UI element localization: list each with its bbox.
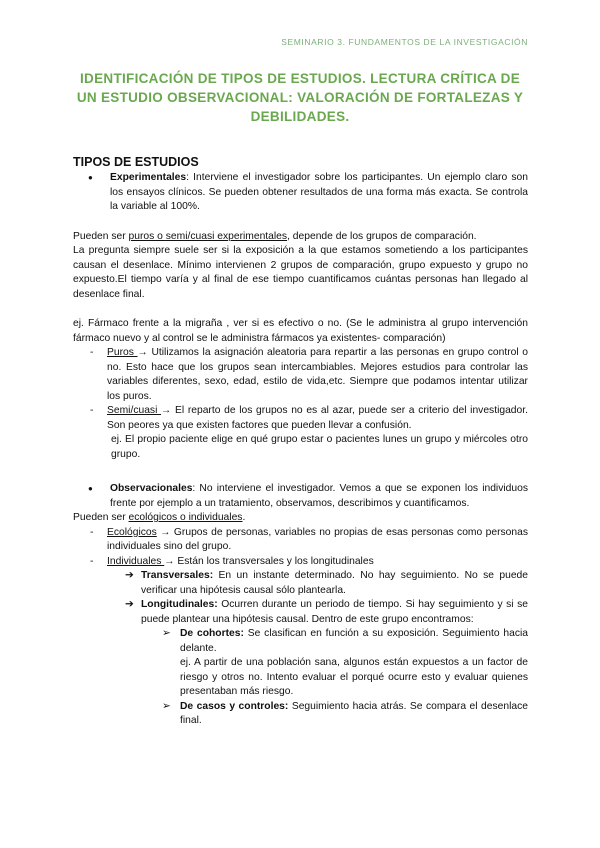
paragraph-puros-intro: Pueden ser puros o semi/cuasi experimentales, depende de los grupos de comparación. — [73, 230, 477, 242]
underlined-phrase: ecológicos o individuales — [128, 512, 243, 523]
list-item-transversales: ➔ Transversales: En un instante determinado. No hay seguimiento. No se puede verificar una hipótesis causal sólo plantearla. — [125, 569, 528, 598]
term-puros: Puros — [107, 347, 138, 358]
list-item-longitudinales: ➔ Longitudinales: Ocurren durante un periodo de tiempo. Si hay seguimiento y si se puede plantear una hipótesis causal. Dentro de este grupo encontramos: — [125, 598, 528, 627]
list-item-ecologicos: - Ecológicos → Grupos de personas, variables no propias de esas personas como personas individuales sino del grupo. — [90, 526, 528, 555]
paragraph-ejemplo: ej. Fármaco frente a la migraña , ver si es efectivo o no. (Se le administra al grupo intervención fármaco nuevo y al control se le administra fármacos ya existentes- comparación) — [73, 318, 528, 344]
list-item-casos-controles: ➢ De casos y controles: Seguimiento hacia atrás. Se compara el desenlace final. — [162, 700, 528, 729]
term-individuales: Individuales — [107, 555, 165, 567]
term-casos-controles: De casos y controles: — [180, 700, 289, 712]
list-item-puros: - Puros → Utilizamos la asignación aleatoria para repartir a las personas en grupo control o no. Esto hace que los grupos sean intercambiables. Mejores estudios para controlar las variables diferentes, sexo, edad, estilo de vida,etc. Siempre que podamos intentar utilizar los puros. — [90, 346, 528, 404]
section-heading: TIPOS DE ESTUDIOS — [73, 155, 199, 169]
term-transversales: Transversales: — [141, 570, 214, 581]
dash-marker: - — [90, 347, 94, 358]
term-cohortes: De cohortes: — [180, 628, 244, 639]
list-item-semicuasi: - Semi/cuasi → El reparto de los grupos no es al azar, puede ser a criterio del investigador. Son peores ya que existen factores que pueden llevar a confusión. — [90, 404, 528, 433]
term-semicuasi: Semi/cuasi — [107, 405, 162, 416]
dash-marker: - — [90, 526, 94, 538]
list-item-observacionales: ● Observacionales: No interviene el investigador. Vemos a que se exponen los individuos frente por ejemplo a un tratamiento, observamos, describimos y cuantificamos. — [88, 482, 528, 511]
term-longitudinales: Longitudinales: — [141, 599, 218, 610]
running-header: SEMINARIO 3. FUNDAMENTOS DE LA INVESTIGACIÓN — [281, 37, 528, 47]
paragraph-ecologicos-intro: Pueden ser ecológicos o individuales. — [73, 512, 246, 523]
bullet-icon: ● — [88, 173, 93, 182]
bullet-icon: ● — [88, 484, 93, 493]
list-item-cohortes: ➢ De cohortes: Se clasifican en función a su exposición. Seguimiento hacia delante. — [162, 627, 528, 656]
arrow-marker-icon: ➔ — [125, 599, 134, 610]
triangle-marker-icon: ➢ — [162, 700, 171, 712]
example-semicuasi: ej. El propio paciente elige en qué grupo estar o pacientes lunes un grupo y miércoles otro grupo. — [111, 434, 528, 460]
term-ecologicos: Ecológicos — [107, 526, 157, 538]
example-cohortes: ej. A partir de una población sana, algunos están expuestos a un factor de riesgo y otros no. Intento evaluar el porqué ocurre esto y evaluar quienes presentaban más riesgo. — [180, 657, 528, 697]
triangle-marker-icon: ➢ — [162, 628, 171, 639]
dash-marker: - — [90, 405, 94, 416]
arrow-marker-icon: ➔ — [125, 570, 134, 581]
underlined-phrase: puros o semi/cuasi experimentales — [128, 230, 288, 242]
paragraph-pregunta: La pregunta siempre suele ser si la exposición a la que estamos sometiendo a los participantes causan el desenlace. Mínimo intervienen 2 grupos de comparación, grupo expuesto y grupo no expuesto.El tiempo varía y al final de ese tiempo cuantificamos cuántas personas han llegado al desenlace final. — [73, 245, 528, 300]
term-experimentales: Experimentales — [110, 172, 187, 183]
document-body — [73, 155, 528, 729]
dash-marker: - — [90, 555, 94, 567]
list-item-individuales: - Individuales → Están los transversales y los longitudinales — [90, 555, 528, 570]
document-title: IDENTIFICACIÓN DE TIPOS DE ESTUDIOS. LECTURA CRÍTICA DE UN ESTUDIO OBSERVACIONAL: VALORACIÓN DE FORTALEZAS Y DEBILIDADES. — [76, 71, 524, 124]
term-observacionales: Observacionales — [110, 483, 193, 494]
list-item-experimentales: ● Experimentales: Interviene el investigador sobre los participantes. Un ejemplo claro son los ensayos clínicos. Se pueden obtener resultados de una forma más exacta. Se controla la variable al 100%. — [88, 171, 528, 215]
